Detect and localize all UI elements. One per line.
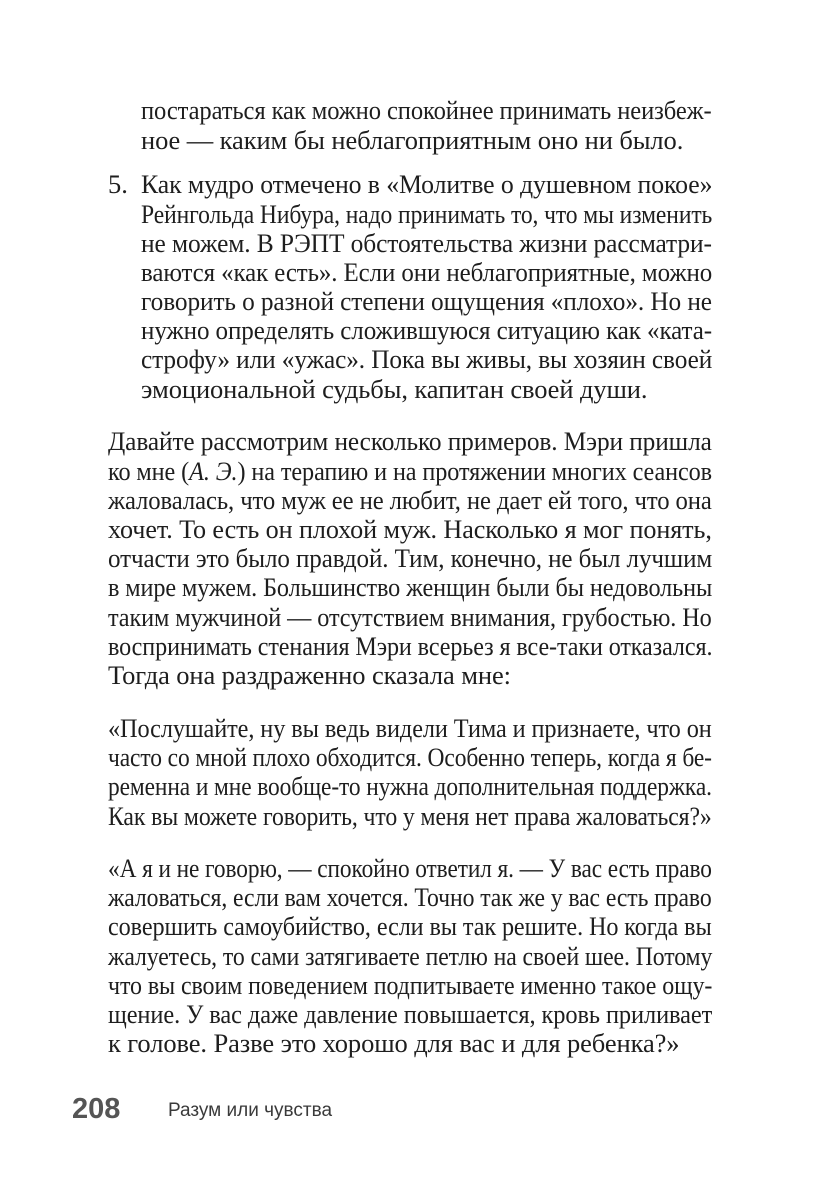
text-line: часто со мной плохо обходится. Особенно теперь, когда я бе- xyxy=(108,742,712,772)
text-line: воспринимать стенания Мэри всерьез я все-таки отказался. xyxy=(108,631,713,661)
text-line: жалуетесь, то сами затягиваете петлю на своей шее. Потому xyxy=(108,941,713,971)
text-line: строфу» или «ужас». Пока вы живы, вы хозяин своей xyxy=(141,344,713,374)
text-line: эмоциональной судьбы, капитан своей души. xyxy=(141,374,648,404)
text-line: Тогда она раздраженно сказала мне: xyxy=(108,660,511,690)
text-line: «А я и не говорю, — спокойно ответил я. — У вас есть право xyxy=(108,853,712,883)
text-line: жаловаться, если вам хочется. Точно так же у вас есть право xyxy=(108,882,712,912)
text-span: ко мне ( xyxy=(108,456,190,486)
text-line: Рейнгольда Нибура, надо принимать то, что мы изменить xyxy=(141,199,713,229)
text-line: жаловалась, что муж ее не любит, не дает ей того, что она xyxy=(108,485,712,515)
text-line xyxy=(108,455,712,487)
text-span: ) на терапию и на протяжении многих сеансов xyxy=(237,456,713,486)
text-line: таким мужчиной — отсутствием внимания, грубостью. Но xyxy=(108,602,712,632)
text-line: совершить самоубийство, если вы так решите. Но когда вы xyxy=(108,911,712,941)
text-line: не можем. В РЭПТ обстоятельства жизни рассматри- xyxy=(141,228,712,258)
text-line: ременна и мне вообще-то нужна дополнительная поддержка. xyxy=(108,771,712,801)
text-line: отчасти это было правдой. Тим, конечно, не был лучшим xyxy=(108,543,713,573)
text-line: Давайте рассмотрим несколько примеров. Мэри пришла xyxy=(108,426,712,456)
running-title: Разум или чувства xyxy=(168,1100,333,1121)
text-line: нужно определять сложившуюся ситуацию как «ката- xyxy=(141,315,712,345)
text-line: ное — каким бы неблагоприятным оно ни было. xyxy=(141,125,684,155)
list-item-number: 5. xyxy=(108,169,128,199)
page-number: 208 xyxy=(72,1093,121,1125)
text-line: «Послушайте, ну вы ведь видели Тима и признаете, что он xyxy=(108,713,712,743)
text-line: в мире мужем. Большинство женщин были бы недовольны xyxy=(108,572,713,602)
text-line: что вы своим поведением подпитываете именно такое ощу- xyxy=(108,970,713,1000)
text-line: Как мудро отмечено в «Молитве о душевном покое» xyxy=(141,169,713,199)
text-line: Как вы можете говорить, что у меня нет права жаловаться?» xyxy=(108,801,712,831)
author-initials: А. Э. xyxy=(189,456,238,486)
text-line: постараться как можно спокойнее принимать неизбеж- xyxy=(141,95,712,125)
text-line: хочет. То есть он плохой муж. Насколько я мог понять, xyxy=(108,514,712,544)
text-line: к голове. Разве это хорошо для вас и для ребенка?» xyxy=(108,1028,680,1058)
text-line: щение. У вас даже давление повышается, кровь приливает xyxy=(108,999,713,1029)
text-line: ваются «как есть». Если они неблагоприятные, можно xyxy=(141,257,713,287)
text-line: говорить о разной степени ощущения «плохо». Но не xyxy=(141,286,712,316)
